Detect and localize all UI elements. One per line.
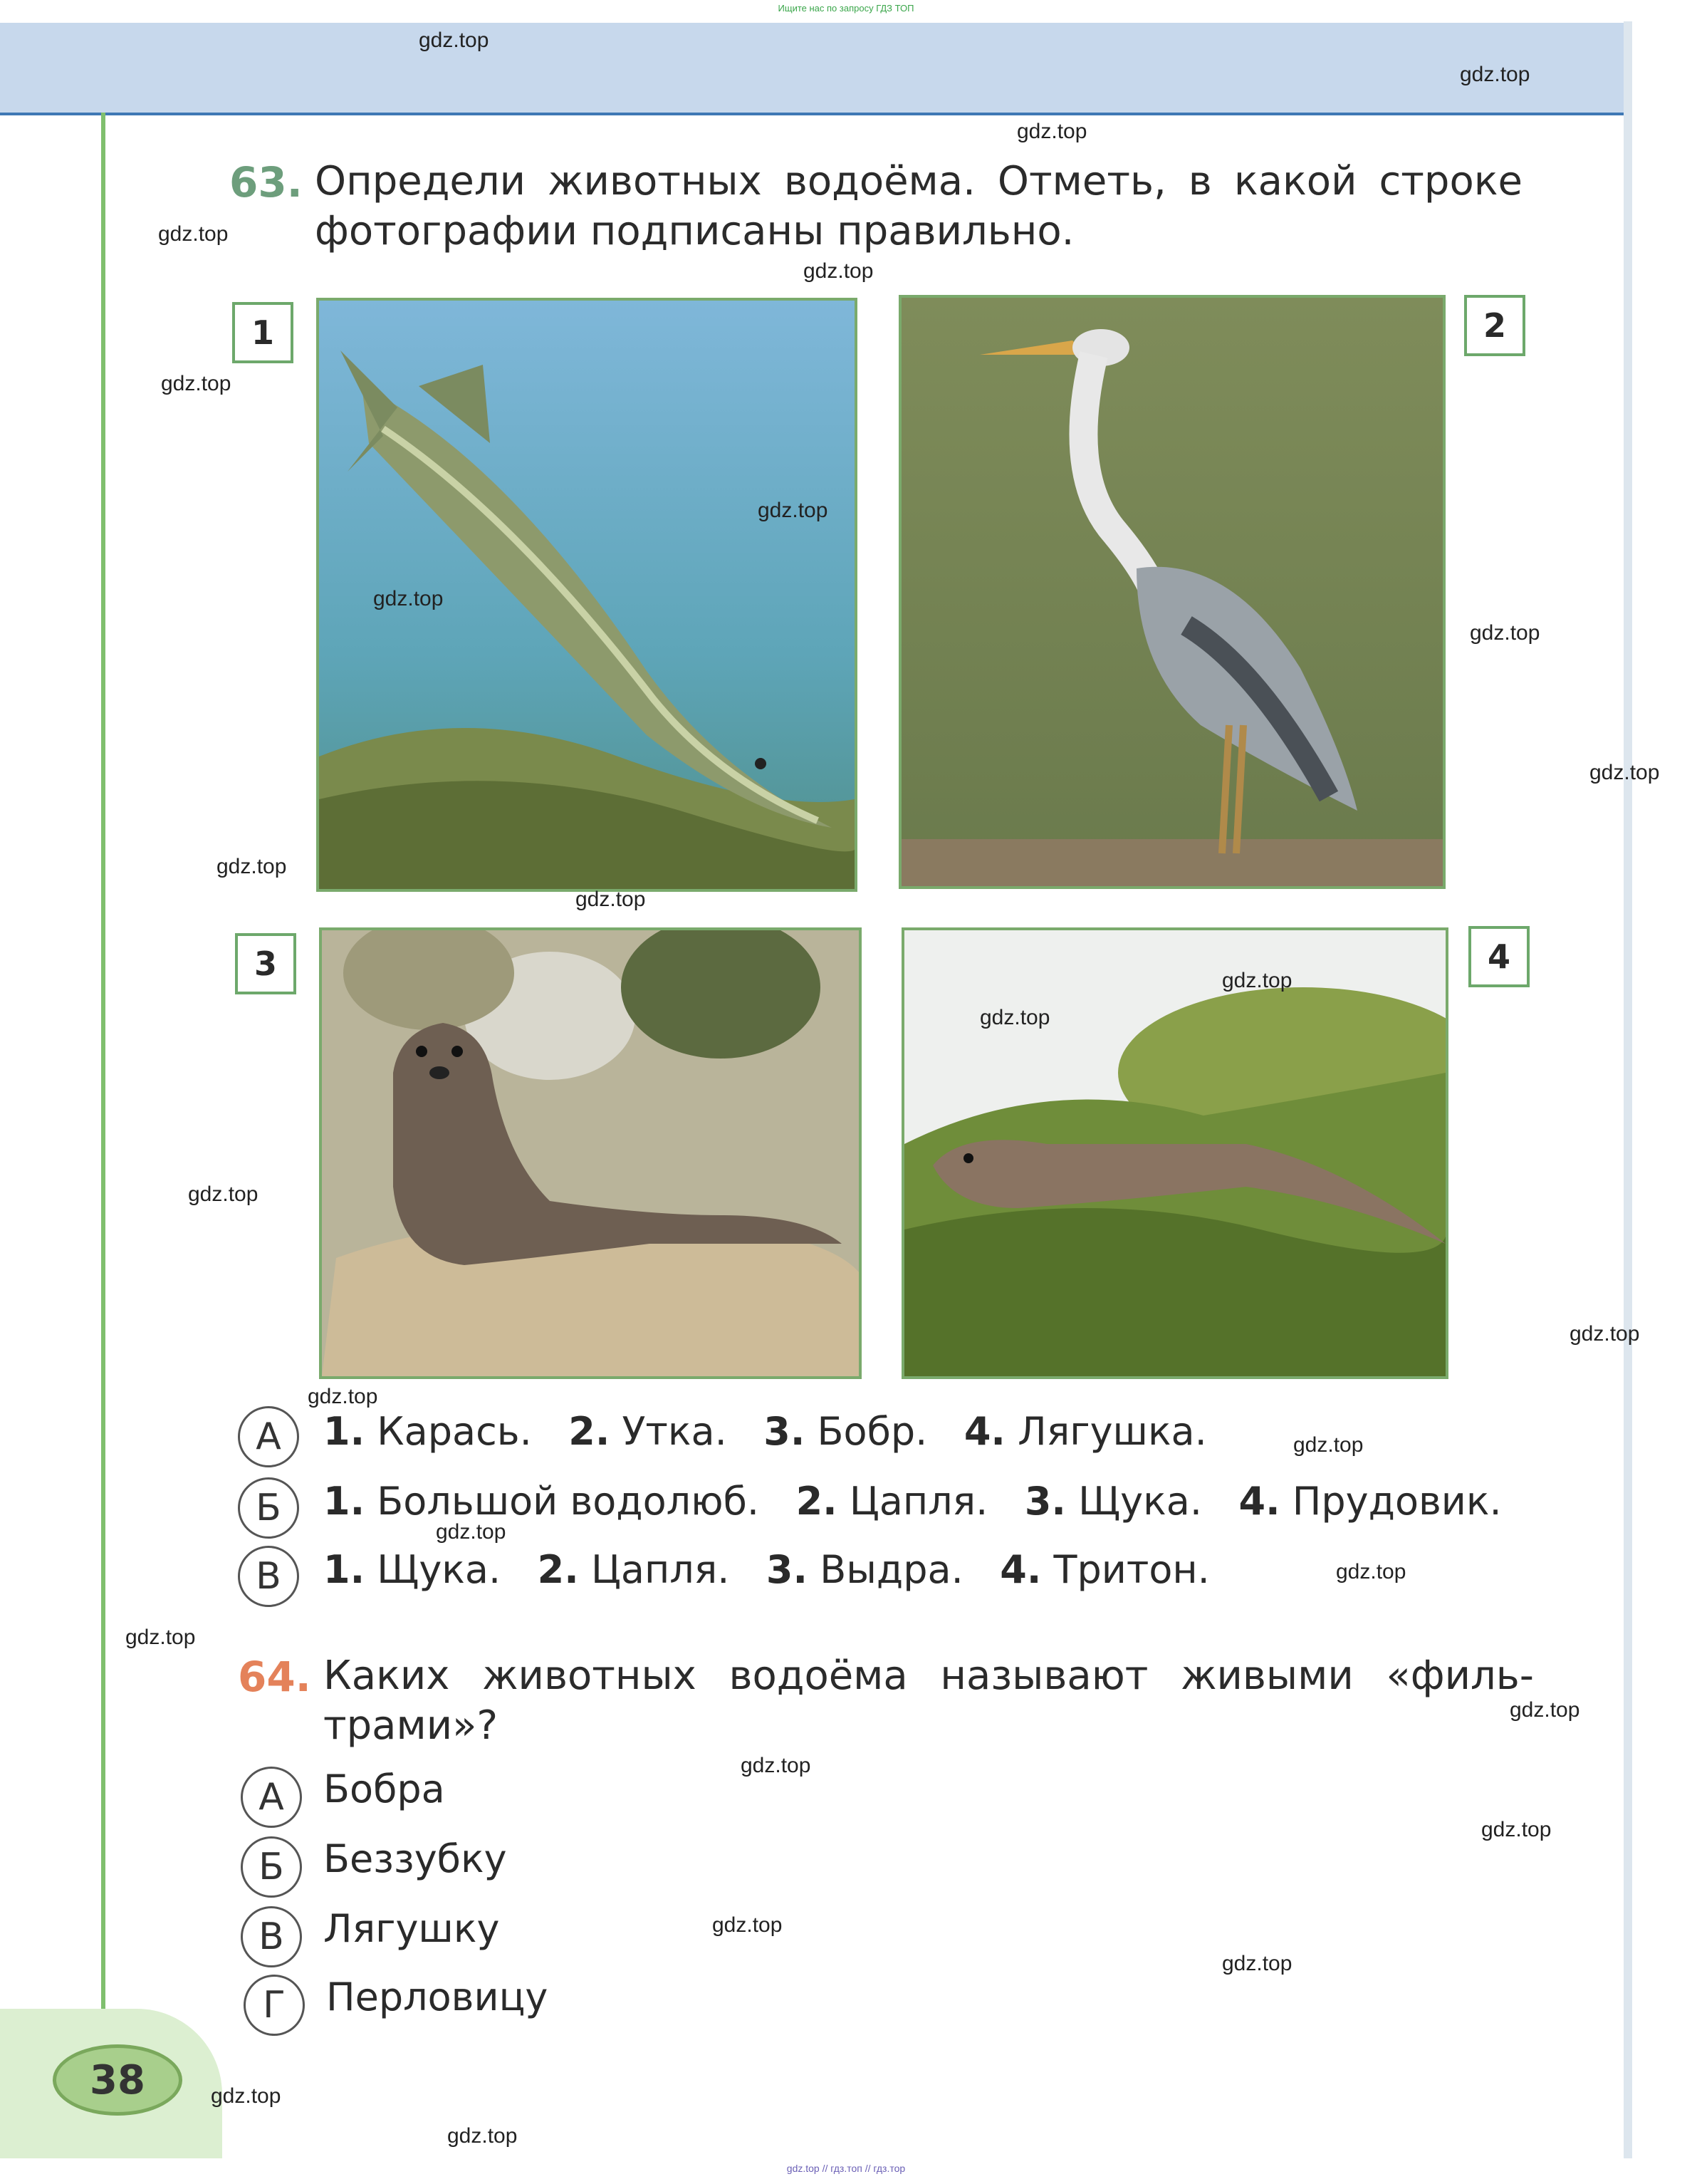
watermark: gdz.top <box>1510 1698 1580 1722</box>
option-b-name1: Большой водолюб. <box>377 1479 760 1524</box>
q64-option-v-text: Лягушку <box>323 1906 500 1951</box>
option-v-name1: Щука. <box>377 1547 501 1592</box>
watermark: gdz.top <box>1470 621 1540 645</box>
watermark: gdz.top <box>447 2124 518 2148</box>
page-right-edge <box>1624 21 1632 2158</box>
option-a-name1: Карась. <box>377 1409 532 1454</box>
q64-option-a-text: Бобра <box>323 1767 445 1811</box>
watermark: gdz.top <box>1481 1818 1552 1841</box>
option-a-n4: 4. <box>964 1409 1006 1454</box>
watermark: gdz.top <box>1222 969 1292 992</box>
watermark: gdz.top <box>1017 120 1087 143</box>
watermark: gdz.top <box>758 499 828 522</box>
task-64-text-line2: трами»? <box>323 1702 498 1749</box>
watermark: gdz.top <box>1589 761 1660 784</box>
task-63-number: 63. <box>229 158 303 207</box>
watermark: gdz.top <box>1293 1433 1364 1457</box>
option-b-n2: 2. <box>795 1479 837 1524</box>
watermark: gdz.top <box>712 1913 783 1937</box>
option-a-name3: Бобр. <box>817 1409 928 1454</box>
option-v-name4: Тритон. <box>1053 1547 1210 1592</box>
photo-label-4: 4 <box>1468 926 1530 987</box>
photo-label-2: 2 <box>1464 295 1525 356</box>
photo-newt <box>902 927 1448 1379</box>
option-a-n3: 3. <box>763 1409 805 1454</box>
watermark: gdz.top <box>188 1182 258 1206</box>
watermark: gdz.top <box>161 372 231 395</box>
watermark: gdz.top <box>211 2084 281 2108</box>
option-b-row <box>323 1479 1502 1524</box>
option-a-name4: Лягушка. <box>1018 1409 1207 1454</box>
watermark: gdz.top <box>980 1006 1050 1029</box>
q64-option-g-circle[interactable]: Г <box>244 1975 305 2036</box>
option-v-n3: 3. <box>766 1547 808 1592</box>
footer-links: gdz.top // гдз.топ // гдз.тор <box>786 2163 906 2174</box>
option-v-name2: Цапля. <box>590 1547 730 1592</box>
option-v-n4: 4. <box>1000 1547 1042 1592</box>
option-b-name3: Щука. <box>1078 1479 1202 1524</box>
option-v-n2: 2. <box>537 1547 579 1592</box>
option-b-n4: 4. <box>1238 1479 1280 1524</box>
margin-line <box>101 113 105 2079</box>
watermark: gdz.top <box>1570 1322 1640 1346</box>
option-v-name3: Выдра. <box>820 1547 964 1592</box>
watermark: gdz.top <box>158 222 229 246</box>
photo-label-3: 3 <box>235 933 296 994</box>
q64-option-b-circle[interactable]: Б <box>241 1836 302 1898</box>
option-a-name2: Утка. <box>622 1409 727 1454</box>
task-64-text-line1: Каких животных водоёма называют живыми «филь- <box>323 1653 1534 1699</box>
page-number: 38 <box>53 2044 182 2116</box>
q64-option-a-circle[interactable]: А <box>241 1767 302 1828</box>
watermark: gdz.top <box>1336 1560 1406 1584</box>
q64-option-g-text: Перловицу <box>326 1975 548 2019</box>
photo-heron <box>899 295 1446 889</box>
watermark: gdz.top <box>803 259 874 283</box>
option-b-name4: Прудовик. <box>1292 1479 1502 1524</box>
watermark: gdz.top <box>419 28 489 52</box>
top-note: Ищите нас по запросу ГДЗ ТОП <box>778 3 914 14</box>
task-64-number: 64. <box>238 1653 311 1701</box>
watermark: gdz.top <box>436 1520 506 1544</box>
watermark: gdz.top <box>216 855 287 878</box>
photo-label-1: 1 <box>232 302 293 363</box>
option-b-n1: 1. <box>323 1479 365 1524</box>
watermark: gdz.top <box>1460 63 1530 86</box>
option-a-row <box>323 1409 1207 1454</box>
option-v-n1: 1. <box>323 1547 365 1592</box>
option-a-circle[interactable]: А <box>238 1406 299 1467</box>
option-b-n3: 3. <box>1024 1479 1066 1524</box>
option-a-n2: 2. <box>568 1409 610 1454</box>
option-v-row <box>323 1547 1210 1592</box>
option-v-circle[interactable]: В <box>238 1546 299 1607</box>
watermark: gdz.top <box>373 587 444 610</box>
task-63-text: Определи животных водоёма. Отметь, в какой строке фотографии подписаны правильно. <box>315 158 1523 254</box>
watermark: gdz.top <box>125 1626 196 1649</box>
option-a-n1: 1. <box>323 1409 365 1454</box>
q64-option-v-circle[interactable]: В <box>241 1906 302 1967</box>
photo-otter <box>319 927 862 1379</box>
watermark: gdz.top <box>575 888 646 911</box>
option-b-circle[interactable]: Б <box>238 1477 299 1539</box>
option-b-name2: Цапля. <box>849 1479 988 1524</box>
watermark: gdz.top <box>308 1385 378 1408</box>
watermark: gdz.top <box>741 1754 811 1777</box>
watermark: gdz.top <box>1222 1952 1292 1975</box>
q64-option-b-text: Беззубку <box>323 1836 507 1881</box>
header-band <box>0 23 1624 115</box>
